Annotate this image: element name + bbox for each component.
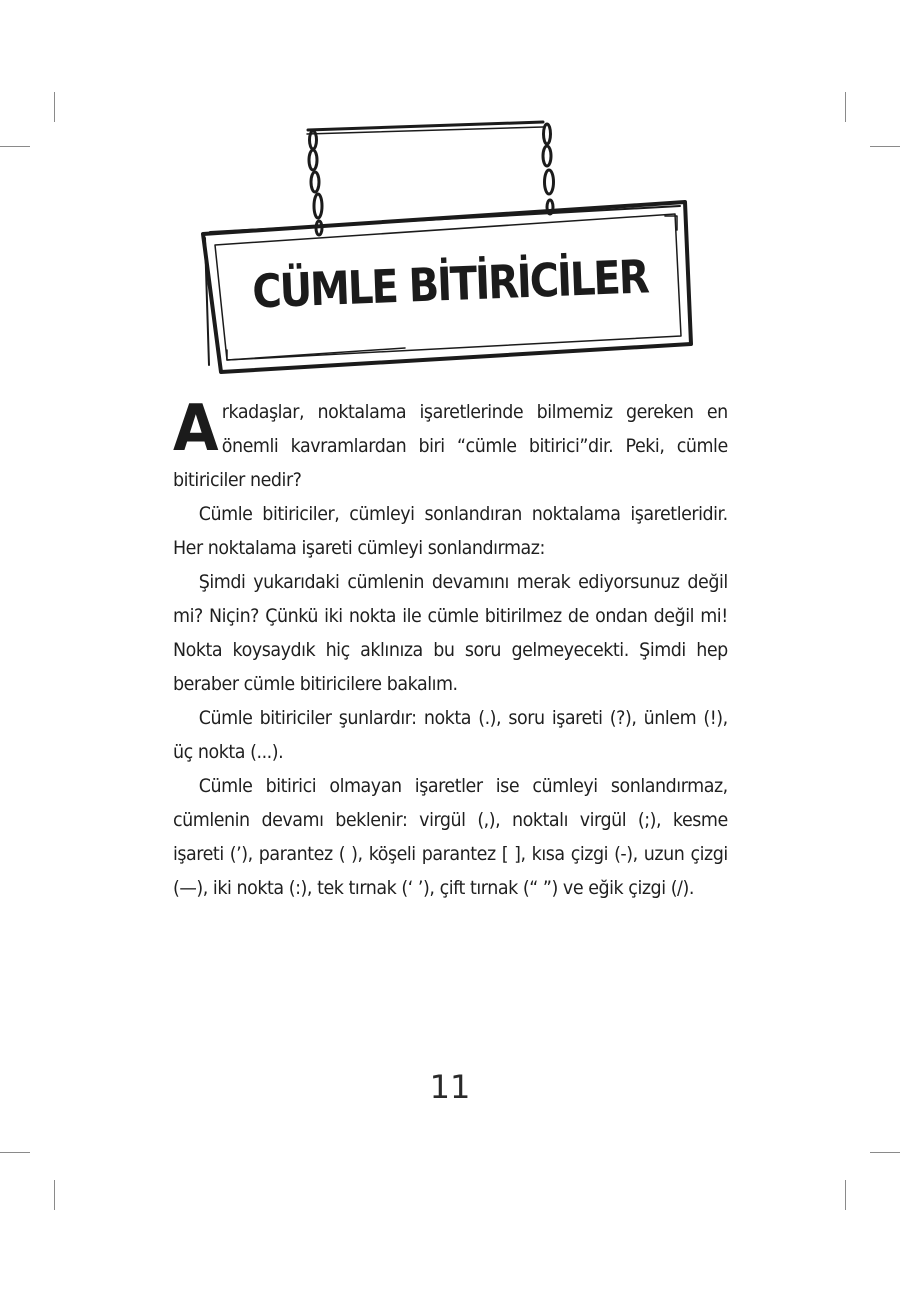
crop-mark-top-right-h: [870, 146, 900, 147]
right-chain-icon: [543, 124, 554, 214]
page-number: 11: [429, 1068, 471, 1106]
crop-mark-top-left: [54, 92, 55, 122]
crop-mark-bottom-right: [845, 1180, 846, 1210]
drop-cap: A: [173, 392, 219, 466]
body-text: [173, 392, 728, 905]
crop-mark-bottom-right-h: [870, 1152, 900, 1153]
crop-mark-top-right: [845, 92, 846, 122]
crop-mark-top-left-h: [0, 146, 30, 147]
crop-mark-bottom-left-h: [0, 1152, 30, 1153]
sign-title: CÜMLE BİTİRİCİLER: [251, 250, 649, 320]
paragraph-5: Cümle bitirici olmayan işaretler ise cümleyi sonlandırmaz, cümlenin devamı beklenir: virgül (,), noktalı virgül (;), kesme işareti (’), parantez ( ), köşeli parantez [ ], kısa çizgi (-), uzun çizgi (—), iki nokta (:), tek tırnak (‘ ’), çift tırnak (“ ”) ve eğik çizgi (/).: [173, 775, 728, 899]
hanging-sign-illustration: [195, 110, 705, 380]
paragraph-3: Şimdi yukarıdaki cümlenin devamını merak ediyorsunuz değil mi? Niçin? Çünkü iki nokta ile cümle bitirilmez de ondan değil mi! Nokta koysaydık hiç aklınıza bu soru gelmeyecekti. Şimdi hep beraber cümle bitiricilere bakalım.: [173, 571, 728, 695]
left-chain-icon: [309, 131, 322, 235]
crop-mark-bottom-left: [54, 1180, 55, 1210]
paragraph-1: [173, 392, 728, 497]
paragraph-4: Cümle bitiriciler şunlardır: nokta (.), soru işareti (?), ünlem (!), üç nokta (...).: [173, 707, 728, 763]
paragraph-1-text: rkadaşlar, noktalama işaretlerinde bilmemiz gereken en önemli kavramlardan biri “cümle bitirici”dir. Peki, cümle bitiriciler nedir?: [173, 401, 728, 491]
paragraph-2: Cümle bitiriciler, cümleyi sonlandıran noktalama işaretleridir. Her noktalama işareti cümleyi sonlandırmaz:: [173, 503, 728, 559]
